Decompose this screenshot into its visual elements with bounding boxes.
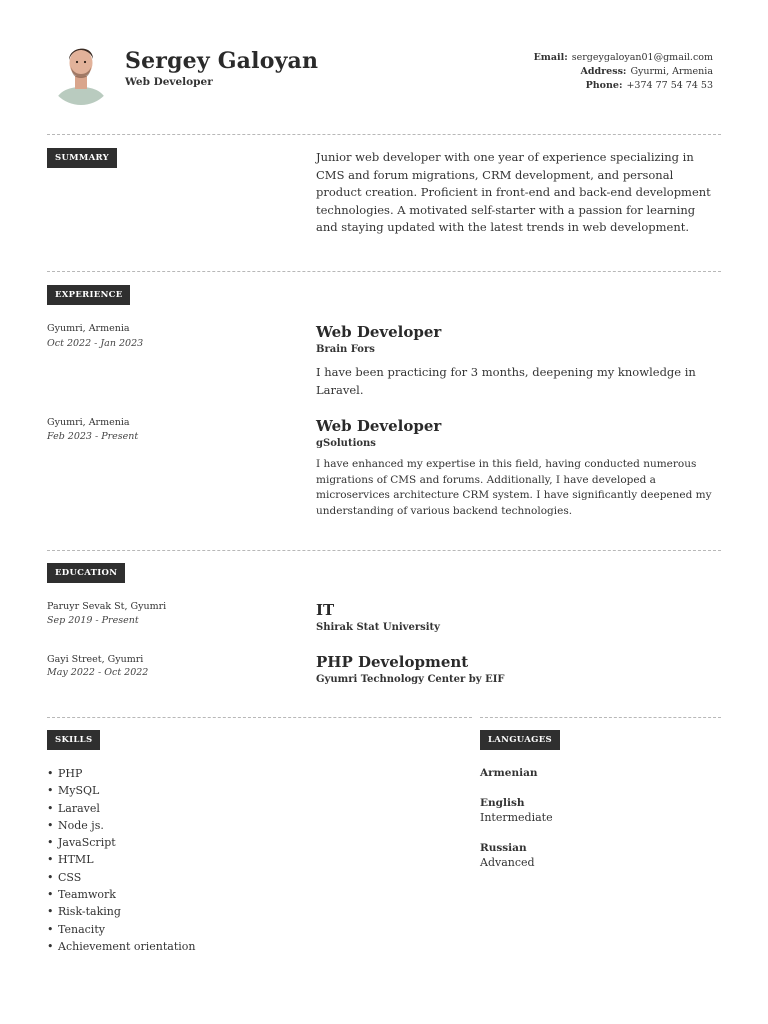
divider [47,134,721,135]
summary-heading: SUMMARY [47,148,117,168]
contact-email-row [534,51,713,65]
experience-dates: Feb 2023 - Present [47,431,139,442]
language-level: Intermediate [480,811,553,824]
skills-heading: SKILLS [47,730,100,750]
experience-company: Brain Fors [316,344,375,355]
experience-location: Gyumri, Armenia [47,417,130,428]
education-dates: Sep 2019 - Present [47,615,139,626]
skill-item: • PHP [47,765,196,782]
experience-heading: EXPERIENCE [47,285,130,305]
languages-heading: LANGUAGES [480,730,560,750]
skill-item: • Achievement orientation [47,938,196,955]
experience-description: I have enhanced my expertise in this field, having conducted numerous migrations of CMS and forums. Additionally, I have developed a microservices architecture CRM system. I have significantly deepened my understanding of various backend technologies. [316,458,712,517]
summary-text: Junior web developer with one year of experience specializing in CMS and forum migrations, CRM development, and personal product creation. Proficient in front-end and back-end development technologies. A motivated self-starter with a passion for learning and staying updated with the latest trends in web development. [316,150,711,234]
contact-email-value[interactable]: sergeygaloyan01@gmail.com [571,52,713,63]
skill-item: • JavaScript [47,834,196,851]
contact-address-label: Address: [580,66,627,77]
contact-phone-value[interactable]: +374 77 54 74 53 [626,80,713,91]
candidate-name: Sergey Galoyan [125,48,319,74]
contact-address-value: Gyurmi, Armenia [630,66,713,77]
skill-item: • MySQL [47,782,196,799]
language-name: Russian [480,842,527,854]
education-institution: Shirak Stat University [316,622,440,633]
education-title: IT [316,601,335,619]
skill-item: • Tenacity [47,921,196,938]
experience-title: Web Developer [316,323,442,341]
experience-dates: Oct 2022 - Jan 2023 [47,338,144,349]
skill-item: • Node js. [47,817,196,834]
experience-title: Web Developer [316,417,442,435]
skill-item: • Teamwork [47,886,196,903]
skill-item: • CSS [47,869,196,886]
avatar [50,38,112,106]
education-location: Gayi Street, Gyumri [47,654,144,665]
language-name: Armenian [480,767,538,779]
contact-phone-label: Phone: [585,80,623,91]
divider [47,271,721,272]
skills-list [47,765,196,955]
divider [480,717,721,718]
divider [47,550,721,551]
contact-address-row [534,65,713,79]
education-heading: EDUCATION [47,563,125,583]
language-name: English [480,797,525,809]
contact-phone-row [534,79,713,93]
education-dates: May 2022 - Oct 2022 [47,667,149,678]
education-location: Paruyr Sevak St, Gyumri [47,601,167,612]
education-title: PHP Development [316,653,469,671]
skill-item: • Laravel [47,800,196,817]
education-institution: Gyumri Technology Center by EIF [316,674,505,685]
experience-description: I have been practicing for 3 months, deepening my knowledge in Laravel. [316,365,696,397]
experience-location: Gyumri, Armenia [47,323,130,334]
contact-block [534,51,713,93]
skill-item: • HTML [47,851,196,868]
candidate-role: Web Developer [125,76,213,88]
contact-email-label: Email: [533,52,568,63]
language-level: Advanced [480,856,535,869]
experience-company: gSolutions [316,438,376,449]
skill-item: • Risk-taking [47,903,196,920]
divider [47,717,472,718]
